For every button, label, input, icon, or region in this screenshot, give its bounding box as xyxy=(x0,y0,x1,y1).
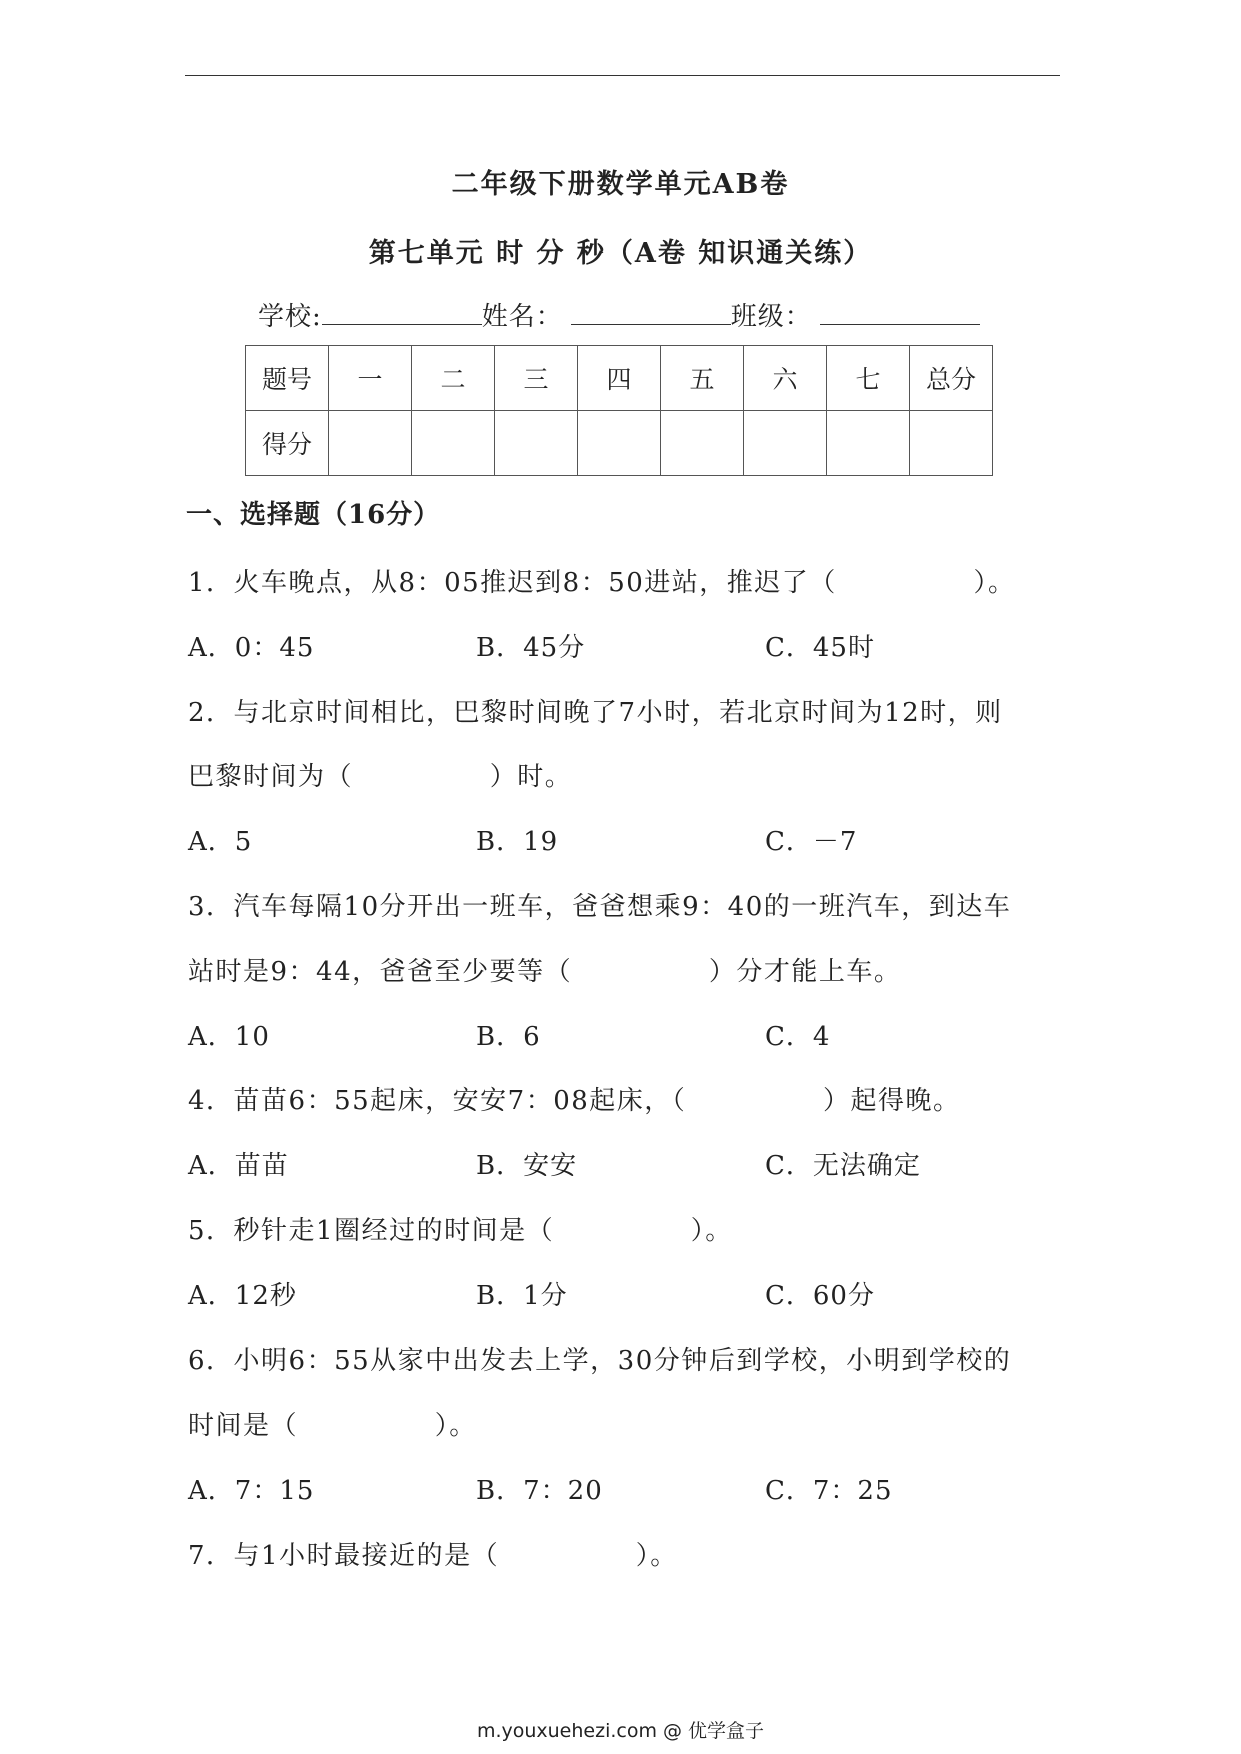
page-subtitle: 第七单元 时 分 秒（A卷 知识通关练） xyxy=(368,238,873,269)
question-1-option-b[interactable]: B．45分 xyxy=(476,633,586,663)
score-cell[interactable] xyxy=(412,411,495,476)
score-header-cell: 四 xyxy=(578,346,661,411)
score-table-header-row xyxy=(246,346,993,411)
question-2-option-c[interactable]: C．－7 xyxy=(765,827,858,857)
question-5-option-c[interactable]: C．60分 xyxy=(765,1281,875,1311)
header-rule xyxy=(185,75,1060,76)
question-4-line: 4．苗苗6：55起床，安安7：08起床，（ ）起得晚。 xyxy=(188,1086,961,1116)
question-4-option-a[interactable]: A．苗苗 xyxy=(188,1151,289,1181)
score-cell[interactable] xyxy=(910,411,993,476)
score-header-cell: 二 xyxy=(412,346,495,411)
question-6-option-c[interactable]: C．7：25 xyxy=(765,1476,893,1506)
question-2-option-b[interactable]: B．19 xyxy=(476,827,559,857)
score-cell[interactable] xyxy=(744,411,827,476)
score-cell[interactable] xyxy=(827,411,910,476)
score-header-cell: 题号 xyxy=(246,346,329,411)
school-label: 学校: xyxy=(258,302,322,332)
question-1-option-c[interactable]: C．45时 xyxy=(765,633,875,663)
score-cell[interactable] xyxy=(329,411,412,476)
score-header-cell: 总分 xyxy=(910,346,993,411)
question-5-option-b[interactable]: B．1分 xyxy=(476,1281,568,1311)
question-3-option-c[interactable]: C．4 xyxy=(765,1022,831,1052)
question-3-line-2: 站时是9：44，爸爸至少要等（ ）分才能上车。 xyxy=(188,957,902,987)
score-header-cell: 六 xyxy=(744,346,827,411)
score-cell[interactable] xyxy=(661,411,744,476)
question-2-option-a[interactable]: A．5 xyxy=(188,827,253,857)
question-6-option-b[interactable]: B．7：20 xyxy=(476,1476,603,1506)
page-title: 二年级下册数学单元AB卷 xyxy=(451,169,790,200)
score-cell[interactable] xyxy=(578,411,661,476)
score-header-cell: 五 xyxy=(661,346,744,411)
score-table xyxy=(245,345,993,476)
question-5-option-a[interactable]: A．12秒 xyxy=(188,1281,297,1311)
question-3-line-1: 3．汽车每隔10分开出一班车，爸爸想乘9：40的一班汽车，到达车 xyxy=(188,892,1012,922)
question-6-line-2: 时间是（ ）。 xyxy=(188,1411,477,1441)
question-3-option-a[interactable]: A．10 xyxy=(188,1022,270,1052)
score-cell[interactable] xyxy=(495,411,578,476)
score-header-cell: 七 xyxy=(827,346,910,411)
question-3-option-b[interactable]: B．6 xyxy=(476,1022,541,1052)
footer-watermark: m.youxuehezi.com @ 优学盒子 xyxy=(476,1720,765,1742)
class-label: 班级： xyxy=(730,302,812,332)
student-info xyxy=(258,296,980,333)
question-1-option-a[interactable]: A．0：45 xyxy=(188,633,315,663)
score-row-label: 得分 xyxy=(246,411,329,476)
score-table-score-row xyxy=(246,411,993,476)
question-1-line: 1．火车晚点，从8：05推迟到8：50进站，推迟了（ ）。 xyxy=(188,568,1016,598)
question-4-option-c[interactable]: C．无法确定 xyxy=(765,1151,921,1181)
question-6-line-1: 6．小明6：55从家中出发去上学，30分钟后到学校，小明到学校的 xyxy=(188,1346,1012,1376)
question-2-line-2: 巴黎时间为（ ）时。 xyxy=(188,762,573,792)
section-title: 一、选择题（16分） xyxy=(186,500,441,530)
name-field[interactable] xyxy=(571,298,731,325)
question-4-option-b[interactable]: B．安安 xyxy=(476,1151,578,1181)
question-7-line: 7．与1小时最接近的是（ ）。 xyxy=(188,1541,678,1571)
score-header-cell: 一 xyxy=(329,346,412,411)
question-2-line-1: 2．与北京时间相比，巴黎时间晚了7小时，若北京时间为12时，则 xyxy=(188,698,1003,728)
school-field[interactable] xyxy=(322,298,482,325)
name-label: 姓名： xyxy=(481,302,563,332)
class-field[interactable] xyxy=(820,298,980,325)
question-6-option-a[interactable]: A．7：15 xyxy=(188,1476,315,1506)
question-5-line: 5．秒针走1圈经过的时间是（ ）。 xyxy=(188,1216,733,1246)
score-header-cell: 三 xyxy=(495,346,578,411)
